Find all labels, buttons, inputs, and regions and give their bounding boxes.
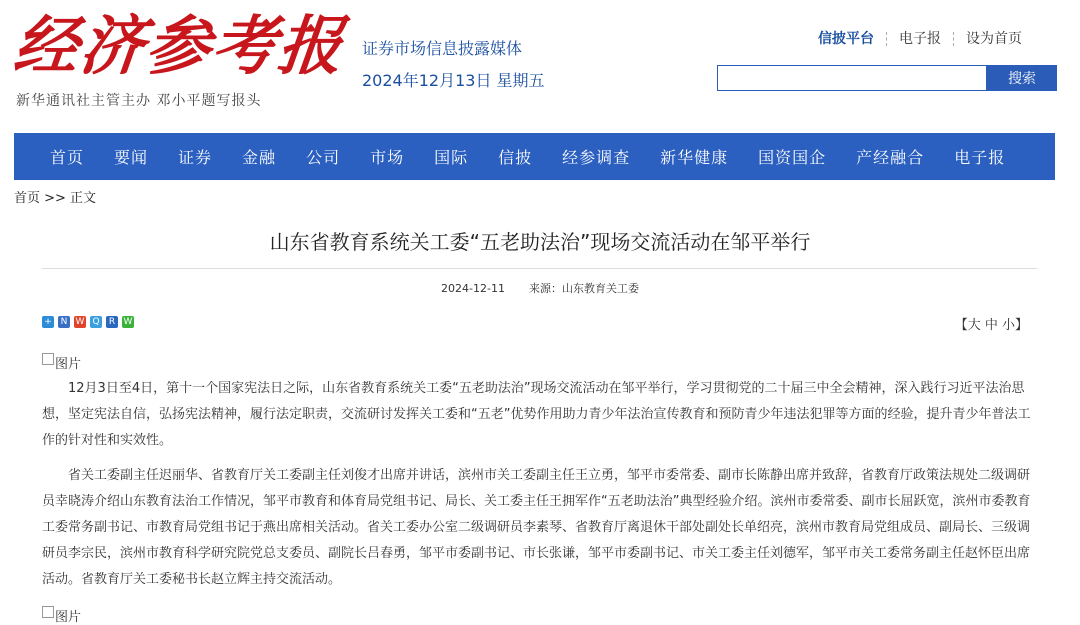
title-divider — [42, 268, 1037, 269]
logo-wordmark: 经济参考报 — [10, 9, 348, 84]
article-date: 2024-12-11 — [441, 282, 505, 295]
nav-item-e-paper[interactable]: 电子报 — [954, 148, 1006, 167]
share-plus-icon[interactable]: + — [42, 316, 54, 328]
share-bar — [42, 316, 134, 328]
breadcrumb[interactable]: 首页 >> 正文 — [14, 191, 97, 206]
link-disclosure-platform[interactable]: 信披平台 — [818, 31, 874, 47]
current-date: 2024年12月13日 星期五 — [362, 71, 545, 90]
nav-item-securities[interactable]: 证券 — [178, 148, 213, 167]
broken-image-icon — [42, 606, 54, 618]
link-set-homepage[interactable]: 设为首页 — [966, 31, 1022, 47]
site-logo[interactable] — [10, 9, 348, 109]
search-input[interactable] — [717, 65, 987, 91]
article-paragraph: 12月3日至4日，第十一个国家宪法日之际，山东省教育系统关工委“五老助法治”现场交流活动在邹平举行，学习贯彻党的二十届三中全会精神，深入践行习近平法治思想，坚定宪法自信，弘扬宪法精神，履行法定职责，交流研讨发挥关工委和“五老”优势作用助力青少年法治宣传教育和预防青少年违法犯罪等方面的经验，提升青少年普法工作的针对性和实效性。 — [42, 381, 1031, 448]
nav-item-home[interactable]: 首页 — [50, 148, 85, 167]
divider — [886, 32, 887, 46]
share-weibo-icon[interactable]: W — [75, 317, 85, 327]
article-paragraph: 省关工委副主任迟丽华、省教育厅关工委副主任刘俊才出席并讲话，滨州市关工委副主任王立勇，邹平市委常委、副市长陈静出席并致辞，省教育厅政策法规处二级调研员幸晓涛介绍山东教育法治工作情况，邹平市教育和体育局党组书记、局长、关工委主任王拥军作“五老助法治”典型经验介绍。滨州市委常委、副市长屈跃宽，滨州市委教育工委常务副书记、市教育局党组书记于燕出席相关活动。省关工委办公室二级调研员李素琴、省教育厅离退休干部处副处长单绍亮，滨州市教育局党组成员、副局长、三级调研员李宗民，滨州市教育科学研究院党总支委员、副院长吕春勇，邹平市委副书记、市长张谦，邹平市委副书记、市关工委主任刘德军，邹平市关工委常务副主任赵怀臣出席活动。省教育厅关工委秘书长赵立辉主持交流活动。 — [42, 468, 1031, 587]
nav-item-soe[interactable]: 国资国企 — [758, 148, 827, 167]
divider — [953, 32, 954, 46]
share-renren-icon[interactable]: R — [106, 316, 118, 328]
nav-item-industry[interactable]: 产经融合 — [856, 148, 925, 167]
article-source: 来源：山东教育关工委 — [528, 282, 639, 295]
main-nav — [14, 133, 1055, 180]
nav-item-markets[interactable]: 市场 — [370, 148, 405, 167]
nav-item-health[interactable]: 新华健康 — [660, 148, 729, 167]
nav-item-finance[interactable]: 金融 — [242, 148, 277, 167]
logo-subtitle: 新华通讯社主管主办 邓小平题写报头 — [16, 93, 262, 109]
search-button[interactable]: 搜索 — [987, 65, 1057, 91]
article-meta — [0, 280, 1080, 296]
image-alt-text: 图片 — [55, 610, 82, 625]
broken-image-icon — [42, 353, 54, 365]
nav-item-companies[interactable]: 公司 — [306, 148, 341, 167]
site-tagline: 证券市场信息披露媒体 — [362, 39, 523, 58]
share-wechat-icon[interactable]: W — [123, 317, 133, 327]
share-qzone-icon[interactable]: Q — [90, 316, 102, 328]
broken-image — [42, 606, 81, 625]
article-title: 山东省教育系统关工委“五老助法治”现场交流活动在邹平举行 — [269, 230, 811, 254]
font-size-switcher[interactable]: 【大 中 小】 — [954, 318, 1028, 333]
nav-item-headlines[interactable]: 要闻 — [114, 148, 149, 167]
nav-item-international[interactable]: 国际 — [434, 148, 469, 167]
nav-item-investigation[interactable]: 经参调查 — [562, 148, 631, 167]
share-n-icon[interactable]: N — [58, 316, 70, 328]
top-links — [818, 28, 1022, 48]
image-alt-text: 图片 — [55, 357, 82, 372]
nav-item-disclosure[interactable]: 信披 — [498, 148, 533, 167]
broken-image — [42, 353, 81, 372]
link-e-paper[interactable]: 电子报 — [899, 31, 941, 47]
